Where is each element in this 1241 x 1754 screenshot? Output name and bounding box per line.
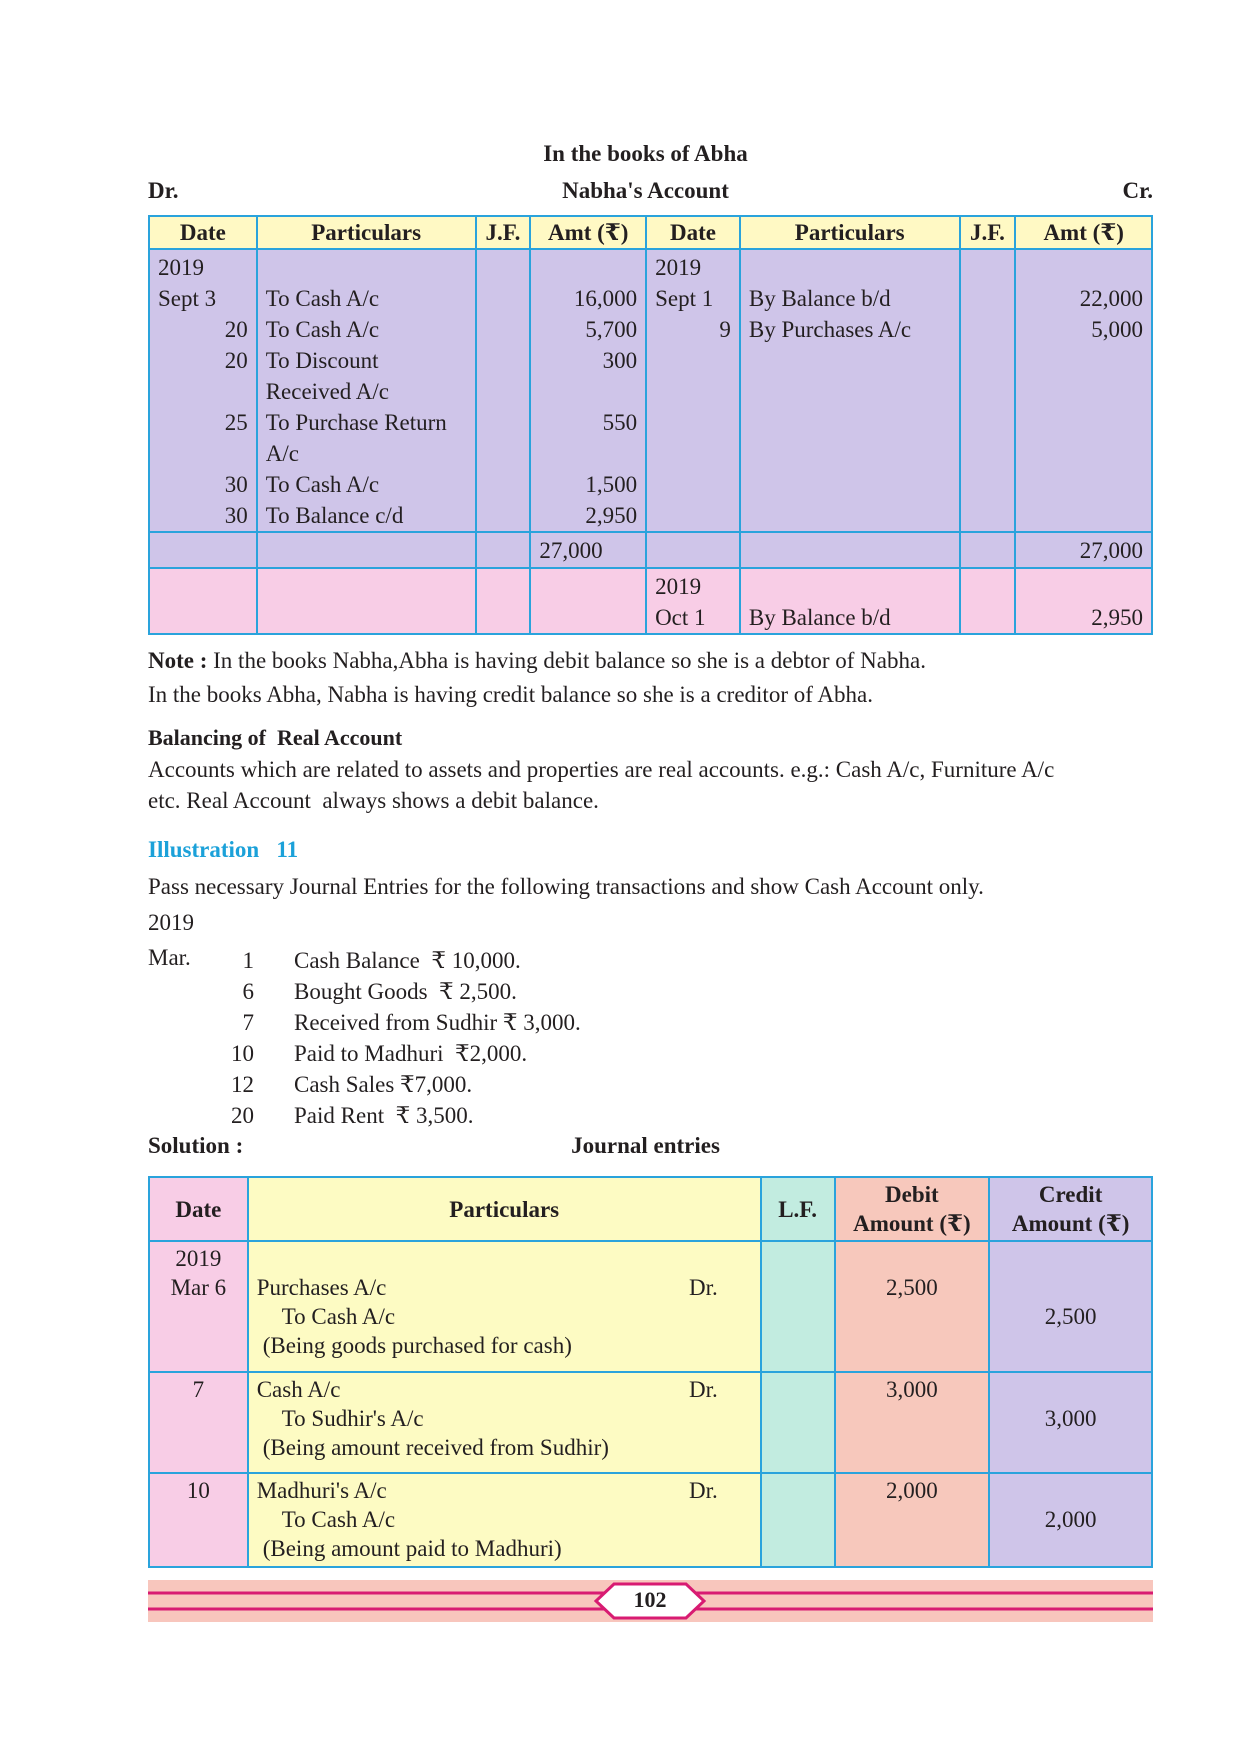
journal-date-cell [149,1372,248,1473]
journal-debit-account: Cash A/c Dr. [256,1377,718,1402]
journal-particulars-cell [248,1241,761,1372]
credit-amount: 22,000 [1079,286,1143,311]
debit-amount [531,438,637,469]
journal-narration: (Being amount received from Sudhir) [262,1435,609,1460]
debit-amount: 2,950 [585,503,638,528]
debit-date [158,438,256,469]
debit-amount: 16,000 [573,286,638,311]
note-line-1 [148,648,926,674]
journal-table [148,1176,1153,1568]
credit-particular: By Balance b/d [748,286,891,311]
debit-date: 30 [224,472,248,497]
transaction-item: 20 Paid Rent ₹ 3,500. [231,1103,474,1128]
note-text: In the books Nabha,Abha is having debit balance so she is a debtor of Nabha. [207,648,926,673]
ledger-heading: In the books of Abha [543,141,748,166]
journal-credit-amount: 2,000 [1044,1507,1097,1532]
journal-header-row [149,1177,1152,1241]
credit-particulars-cell [740,249,960,532]
journal-credit-cell [989,1241,1152,1372]
ledger-closing-row [149,568,1152,634]
col-header-particulars: Particulars [740,216,960,249]
transaction-item: 1 Cash Balance ₹ 10,000. [242,948,521,973]
transaction-item: 6 Bought Goods ₹ 2,500. [242,979,517,1004]
debit-amounts-cell [530,249,646,532]
solution-label: Solution : [148,1133,244,1158]
journal-date-cell [149,1473,248,1567]
closing-particular: By Balance b/d [748,605,891,630]
debit-amount: 300 [602,348,638,373]
page-number: 102 [633,1587,667,1612]
journal-credit-account: To Cash A/c [281,1304,396,1329]
col-header-particulars: Particulars [257,216,476,249]
debit-date: 25 [224,410,248,435]
col-header-amount: Amt (₹) [530,216,646,249]
journal-date: 7 [192,1377,205,1402]
debit-date: 30 [224,503,248,528]
journal-entry-row [149,1241,1152,1372]
debit-total: 27,000 [530,532,646,568]
debit-particular: To Balance c/d [265,503,404,528]
col-header-jf: J.F. [960,216,1016,249]
ledger-total-row [149,532,1152,568]
journal-debit-cell [835,1241,990,1372]
credit-date: 2019 [655,255,702,280]
journal-date: Mar 6 [170,1275,227,1300]
credit-particular [749,252,959,283]
ledger-header-row [149,216,1152,249]
credit-total: 27,000 [1015,532,1152,568]
real-account-heading: Balancing of Real Account [148,725,403,750]
transaction-item: 10 Paid to Madhuri ₹2,000. [231,1041,528,1066]
ledger-cr-label: Cr. [1122,178,1153,203]
illustration-year: 2019 [148,910,194,935]
dr-marker: Dr. [688,1377,718,1402]
debit-particular [266,252,475,283]
closing-amount-cell [1015,568,1152,634]
journal-entry-row [149,1372,1152,1473]
journal-credit-amount: 3,000 [1044,1406,1097,1431]
note-label: Note : [148,648,208,673]
debit-date: Sept 3 [158,286,217,311]
transaction-item: 7 Received from Sudhir ₹ 3,000. [242,1010,581,1035]
note-line-2: In the books Abha, Nabha is having credit balance so she is a creditor of Abha. [148,682,873,707]
ledger-body-row [149,249,1152,532]
journal-date-cell [149,1241,248,1372]
closing-year: 2019 [655,574,702,599]
credit-date: Sept 1 [655,286,714,311]
journal-date: 10 [186,1478,210,1503]
debit-date: 20 [224,348,248,373]
col-header-amount: Amt (₹) [1015,216,1152,249]
debit-particular: To Purchase Return [265,410,447,435]
journal-header-date: Date [149,1177,248,1241]
dr-marker: Dr. [688,1478,718,1503]
real-account-text-2: etc. Real Account always shows a debit balance. [148,788,599,813]
ledger-dr-label: Dr. [148,178,179,203]
debit-particular: To Cash A/c [265,317,380,342]
debit-particular: To Cash A/c [265,472,380,497]
journal-entry-row [149,1473,1152,1567]
debit-date: 2019 [158,255,204,280]
credit-jf-cell [960,249,1016,532]
illustration-instruction: Pass necessary Journal Entries for the following transactions and show Cash Account only. [148,874,984,899]
journal-narration: (Being amount paid to Madhuri) [262,1536,562,1561]
ledger-title: Nabha's Account [562,178,729,203]
credit-amounts-cell [1015,249,1152,532]
journal-header-debit: Debit Amount (₹) [835,1177,990,1241]
journal-particulars-cell [248,1473,761,1567]
debit-amount: 5,700 [585,317,638,342]
debit-date: 20 [224,317,248,342]
real-account-text-1: Accounts which are related to assets and properties are real accounts. e.g.: Cash A/c, Furniture A/c [148,757,1055,782]
credit-amount: 5,000 [1091,317,1143,342]
journal-credit-account: To Sudhir's A/c [281,1406,424,1431]
col-header-jf: J.F. [476,216,531,249]
journal-lf-cell [761,1473,835,1567]
journal-header-credit: Credit Amount (₹) [989,1177,1152,1241]
closing-date: Oct 1 [655,605,706,630]
debit-amount [531,376,637,407]
journal-debit-account: Madhuri's A/c Dr. [256,1478,718,1503]
journal-credit-account: To Cash A/c [281,1507,396,1532]
debit-amount: 550 [602,410,638,435]
illustration-title: Illustration 11 [148,837,299,862]
journal-debit-amount: 3,000 [886,1377,938,1402]
journal-credit-cell [989,1473,1152,1567]
transaction-item: 12 Cash Sales ₹7,000. [231,1072,473,1097]
credit-particular: By Purchases A/c [748,317,912,342]
journal-particulars-cell [248,1372,761,1473]
journal-debit-cell [835,1473,990,1567]
journal-lf-cell [761,1241,835,1372]
debit-particulars-cell [257,249,476,532]
credit-dates-cell [646,249,740,532]
journal-credit-amount: 2,500 [1044,1304,1097,1329]
debit-jf-cell [476,249,531,532]
debit-particular: A/c [265,441,299,466]
debit-amount: 1,500 [585,472,638,497]
debit-amount [531,252,637,283]
debit-particular: To Discount [265,348,379,373]
debit-particular: To Cash A/c [265,286,380,311]
credit-date: 9 [719,317,731,342]
journal-header-particulars: Particulars [248,1177,761,1241]
journal-debit-account: Purchases A/c Dr. [256,1275,718,1300]
debit-date [158,376,256,407]
dr-marker: Dr. [688,1275,718,1300]
journal-year: 2019 [175,1246,222,1271]
journal-debit-amount: 2,000 [886,1478,938,1503]
journal-debit-amount: 2,500 [886,1275,938,1300]
illustration-month: Mar. [148,945,191,970]
journal-debit-cell [835,1372,990,1473]
journal-lf-cell [761,1372,835,1473]
credit-amount [1016,252,1143,283]
transaction-list [210,945,581,1131]
journal-header-lf: L.F. [761,1177,835,1241]
journal-credit-cell [989,1372,1152,1473]
journal-narration: (Being goods purchased for cash) [262,1333,572,1358]
debit-particular: Received A/c [265,379,389,404]
col-header-date: Date [646,216,740,249]
closing-date-cell [646,568,740,634]
debit-dates-cell [149,249,257,532]
col-header-date: Date [149,216,257,249]
page-footer [148,1580,1153,1622]
ledger-table [148,215,1153,635]
journal-title: Journal entries [571,1133,720,1158]
closing-particular-cell [740,568,960,634]
closing-amount: 2,950 [1091,605,1143,630]
